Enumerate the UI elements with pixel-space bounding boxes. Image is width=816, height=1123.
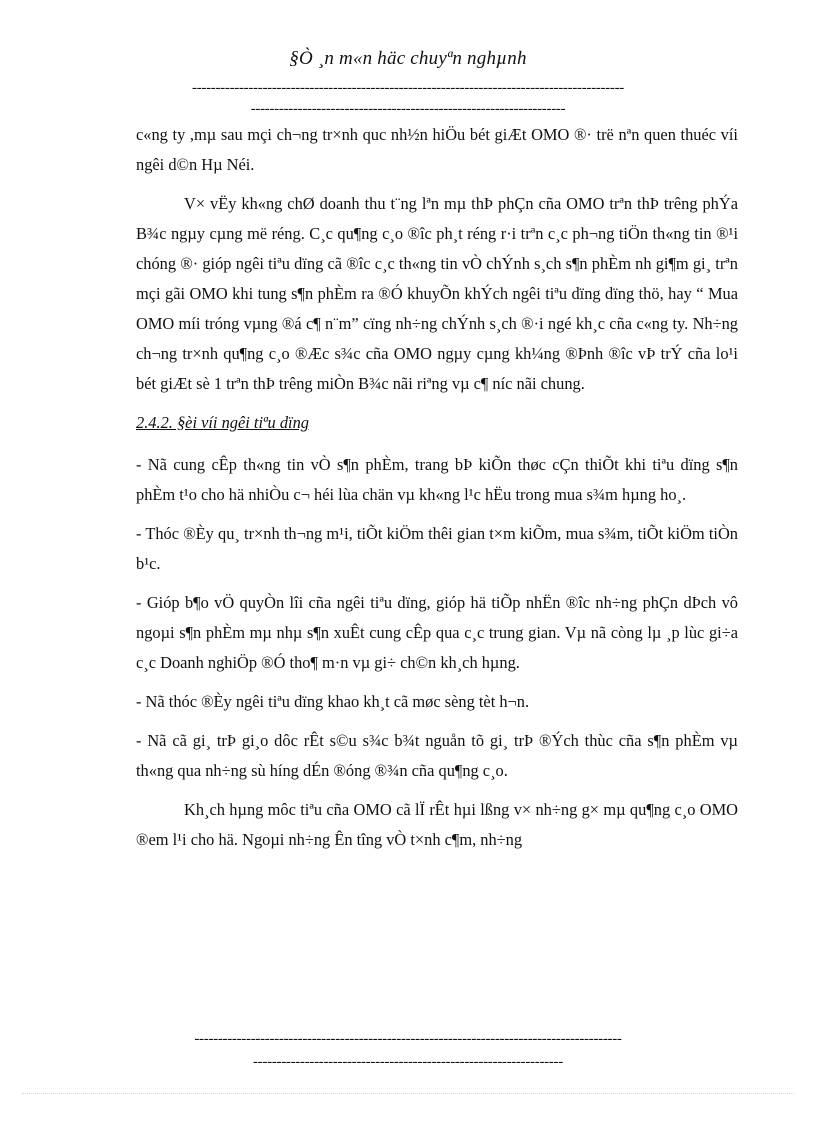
bullet-5: - Nã cã gi¸ trÞ gi¸o dôc rÊt s©u s¾c b¾t nguån tõ gi¸ trÞ ®Ých thùc cña s¶n phÈm vµ th«ng qua nh÷ng sù híng dÉn ®óng ®¾n cña qu¶ng c¸o. — [136, 731, 738, 780]
paragraph-last: Kh¸ch hµng môc tiªu cña OMO cã lÏ rÊt hµi lßng v× nh÷ng g× mµ qu¶ng c¸o OMO ®em l¹i cho hä. Ngoµi nh÷ng Ên tîng vÒ t×nh c¶m, nh÷ng — [136, 800, 738, 849]
document-body — [136, 120, 738, 864]
page-header-title: §Ò ¸n m«n häc chuyªn nghµnh — [289, 48, 527, 69]
page-bottom-border — [22, 1093, 794, 1094]
bullet-2: - Thóc ®Èy qu¸ tr×nh th¬ng m¹i, tiÕt kiÖm thêi gian t×m kiÕm, mua s¾m, tiÕt kiÖm tiÒn b¹c. — [136, 524, 738, 573]
footer-rule-1: ------------------------------------------------------------------------------------------- — [194, 1031, 622, 1047]
bullet-4: - Nã thóc ®Èy ngêi tiªu dïng khao kh¸t cã møc sèng tèt h¬n. — [136, 692, 530, 711]
bullet-1: - Nã cung cÊp th«ng tin vÒ s¶n phÈm, trang bÞ kiÕn thøc cÇn thiÕt khi tiªu dïng s¶n phÈm t¹o cho hä nhiÒu c¬ héi lùa chän vµ kh«ng l¹c hËu trong mua s¾m hµng ho¸. — [136, 455, 738, 504]
header-rule-2: ------------------------------------------------------------------- — [250, 101, 566, 117]
section-heading: 2.4.2. §èi víi ngêi tiªu dïng — [136, 413, 309, 432]
bullet-3: - Gióp b¶o vÖ quyÒn lîi cña ngêi tiªu dïng, gióp hä tiÕp nhËn ®îc nh÷ng phÇn dÞch vô ngoµi s¶n phÈm mµ nhµ s¶n xuÊt cung cÊp qua c¸c trung gian. Vµ nã còng lµ ¸p lùc gi÷a c¸c Doanh nghiÖp ®Ó tho¶ m·n vµ gi÷ ch©n kh¸ch hµng. — [136, 593, 738, 672]
paragraph-1: c«ng ty ,mµ sau mçi ch¬ng tr×nh quc nh½n hiÖu bét giÆt OMO ®· trë nªn quen thuéc víi ngêi d©n Hµ Néi. — [136, 125, 738, 174]
paragraph-2: V× vËy kh«ng chØ doanh thu t¨ng lªn mµ thÞ phÇn cña OMO trªn thÞ trêng phÝa B¾c ngµy cµng më réng. C¸c qu¶ng c¸o ®îc ph¸t réng r·i trªn c¸c ph¬ng tiÖn th«ng tin ®¹i chóng ®· gióp ngêi tiªu dïng cã ®îc c¸c th«ng tin vÒ chÝnh s¸ch s¶n phÈm nh gi¶m gi¸ trªn mçi gãi OMO khi tung s¶n phÈm ra ®Ó khuyÕn khÝch ngêi tiªu dïng dïng thö, hay “ Mua OMO míi tróng vµng ®á c¶ n¨m” cïng nh÷ng chÝnh s¸ch ®·i ngé kh¸c cña c«ng ty. Nh÷ng ch¬ng tr×nh qu¶ng c¸o ®Æc s¾c cña OMO ngµy cµng kh¼ng ®Þnh ®îc vÞ trÝ cña lo¹i bét giÆt sè 1 trªn thÞ trêng miÒn B¾c nãi riªng vµ c¶ níc nãi chung. — [136, 194, 738, 393]
footer-rule-2: ------------------------------------------------------------------ — [253, 1054, 563, 1070]
header-rule-1: -------------------------------------------------------------------------------------------- — [192, 80, 624, 96]
